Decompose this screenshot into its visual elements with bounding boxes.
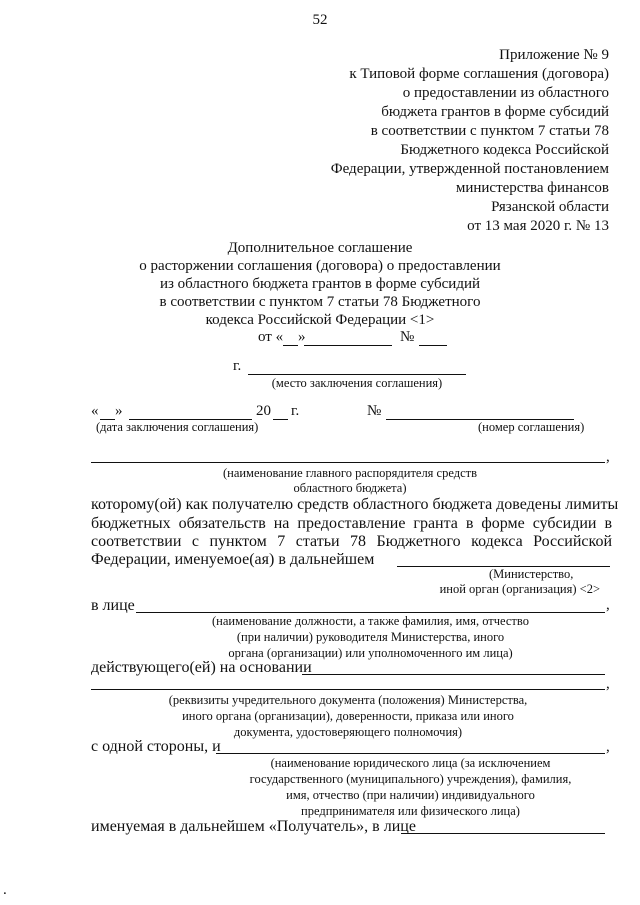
distributor-caption-line: (наименование главного распорядителя средств	[222, 466, 478, 480]
title-line: в соответствии с пунктом 7 статьи 78 Бюджетного	[159, 294, 481, 310]
body-line: соответствии с пунктом 7 статьи 78 Бюджетного кодекса Российской	[91, 533, 612, 550]
corner-mark: .	[3, 882, 7, 898]
basis-caption-line: (реквизиты учредительного документа (положения) Министерства,	[168, 693, 528, 707]
basis-label: действующего(ей) на основании	[91, 659, 312, 676]
basis-field-continued[interactable]	[91, 689, 605, 690]
party-label: с одной стороны, и	[91, 738, 221, 755]
appendix-line: Федерации, утвержденной постановлением	[330, 161, 609, 177]
appendix-line: бюджета грантов в форме субсидий	[381, 104, 609, 120]
month-field[interactable]	[304, 345, 392, 346]
title-line: из областного бюджета грантов в форме субсидий	[159, 276, 481, 292]
date-caption: (дата заключения соглашения)	[96, 420, 259, 434]
appendix-line: в соответствии с пунктом 7 статьи 78	[370, 123, 609, 139]
date-from-prefix: от «	[258, 329, 284, 345]
person-caption-line: органа (организации) или уполномоченного им лица)	[228, 646, 513, 660]
appendix-line: от 13 мая 2020 г. № 13	[467, 218, 609, 234]
close-quote: »	[115, 403, 123, 419]
place-field[interactable]	[248, 374, 466, 375]
ministry-caption-line: (Министерство,	[489, 567, 574, 581]
year-prefix: 20	[256, 403, 271, 419]
day-field[interactable]	[283, 345, 298, 346]
appendix-line: к Типовой форме соглашения (договора)	[349, 66, 609, 82]
appendix-line: Рязанской области	[491, 199, 609, 215]
number-field[interactable]	[419, 345, 447, 346]
appendix-line: о предоставлении из областного	[402, 85, 609, 101]
city-label: г.	[233, 358, 242, 374]
number-label: №	[400, 329, 415, 345]
agreement-number-label: №	[367, 403, 382, 419]
basis-caption-line: иного органа (организации), доверенности, приказа или иного	[182, 709, 514, 723]
date-from-mid: »	[298, 329, 306, 345]
place-caption: (место заключения соглашения)	[271, 376, 443, 390]
title-line: Дополнительное соглашение	[227, 240, 413, 256]
person-caption-line: (при наличии) руководителя Министерства, иного	[236, 630, 505, 644]
year-field[interactable]	[273, 419, 288, 420]
basis-field[interactable]	[302, 674, 605, 675]
title-line: кодекса Российской Федерации <1>	[205, 312, 435, 328]
person-field[interactable]	[136, 612, 605, 613]
person-caption-line: (наименование должности, а также фамилия, имя, отчество	[212, 614, 529, 628]
ministry-caption-line: иной орган (организация) <2>	[439, 582, 600, 596]
distributor-caption-line: областного бюджета)	[293, 481, 407, 495]
body-line: Федерации, именуемое(ая) в дальнейшем	[91, 551, 375, 568]
number-caption: (номер соглашения)	[478, 420, 585, 434]
party-caption-line: предпринимателя или физического лица)	[301, 804, 520, 818]
distributor-field[interactable]	[91, 462, 605, 463]
party-caption-line: имя, отчество (при наличии) индивидуального	[286, 788, 535, 802]
distributor-comma: ,	[606, 449, 610, 465]
title-line: о расторжении соглашения (договора) о предоставлении	[139, 258, 501, 274]
year-suffix: г.	[291, 403, 300, 419]
body-line: бюджетных обязательств на предоставление гранта в форме субсидии в	[91, 515, 612, 532]
recipient-person-field[interactable]	[401, 833, 605, 834]
person-label: в лице	[91, 597, 135, 614]
open-quote: «	[91, 403, 99, 419]
body-line: которому(ой) как получателю средств областного бюджета доведены лимиты	[91, 496, 619, 513]
party-caption-line: (наименование юридического лица (за исключением	[270, 756, 551, 770]
recipient-label: именуемая в дальнейшем «Получатель», в лице	[91, 818, 416, 835]
basis-comma: ,	[606, 676, 610, 692]
party-field[interactable]	[216, 753, 605, 754]
appendix-line: Бюджетного кодекса Российской	[400, 142, 609, 158]
person-comma: ,	[606, 597, 610, 613]
appendix-line: министерства финансов	[455, 180, 609, 196]
page-number: 52	[312, 12, 328, 28]
party-comma: ,	[606, 739, 610, 755]
party-caption-line: государственного (муниципального) учреждения), фамилия,	[249, 772, 572, 786]
appendix-line: Приложение № 9	[499, 47, 609, 63]
basis-caption-line: документа, удостоверяющего полномочия)	[233, 725, 463, 739]
